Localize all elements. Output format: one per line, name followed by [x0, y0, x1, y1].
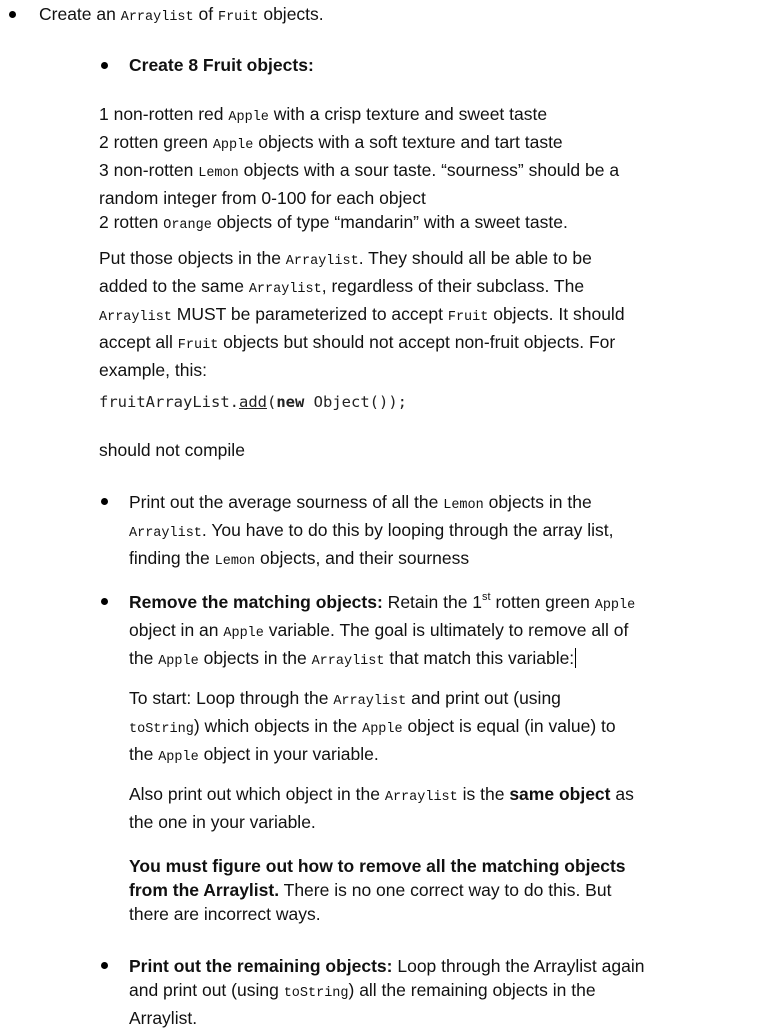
fruit-line-2: 2 rotten green Apple objects with a soft texture and tart taste: [99, 132, 563, 153]
fruit-line-5: 2 rotten Orange objects of type “mandarin” with a sweet taste.: [99, 212, 568, 233]
print-remaining-text: Print out the remaining objects: Loop through the Arraylist again and print out (using toString) all the remaining objects in the Arraylist.: [129, 956, 645, 1028]
also-print-paragraph: Also print out which object in the Arraylist is the same object as the one in your variable.: [129, 784, 634, 832]
average-sourness-text: Print out the average sourness of all the Lemon objects in the Arraylist. You have to do this by looping through the array list, finding the Lemon objects, and their sourness: [129, 492, 614, 569]
fruit-list: [99, 102, 619, 238]
fruit-line-1: 1 non-rotten red Apple with a crisp texture and sweet taste: [99, 104, 548, 125]
fruit-line-3: 3 non-rotten Lemon objects with a sour taste. “sourness” should be a: [99, 160, 620, 181]
bullet-average: [101, 498, 108, 505]
create-heading: Create 8 Fruit objects:: [129, 55, 314, 75]
should-not-compile: should not compile: [99, 440, 245, 460]
fruit-line-4: random integer from 0-100 for each object: [99, 188, 426, 208]
bullet-print-remaining: [101, 962, 108, 969]
code-example: fruitArrayList.add(new Object());: [99, 393, 407, 411]
bullet-intro: [9, 11, 16, 18]
bullet-create: [101, 62, 108, 69]
put-paragraph: Put those objects in the Arraylist. They should all be able to be added to the same Arraylist, regardless of their subclass. The Arraylist MUST be parameterized to accept Fruit objects. It should accept all Fruit objects but should not accept non-fruit objects. For example, this:: [99, 248, 625, 380]
to-start-paragraph: To start: Loop through the Arraylist and print out (using toString) which objects in the Apple object is equal (in value) to the Apple object in your variable.: [129, 688, 616, 765]
remove-matching-text: Remove the matching objects: Retain the 1st rotten green Apple object in an Apple variable. The goal is ultimately to remove all of the Apple objects in the Arraylist that match this variable:: [129, 591, 636, 669]
intro-line: Create an Arraylist of Fruit objects.: [39, 4, 324, 25]
text-cursor: [575, 648, 576, 668]
must-figure-paragraph: You must figure out how to remove all the matching objects from the Arraylist. There is no one correct way to do this. But there are incorrect ways.: [129, 856, 626, 924]
bullet-remove: [101, 598, 108, 605]
